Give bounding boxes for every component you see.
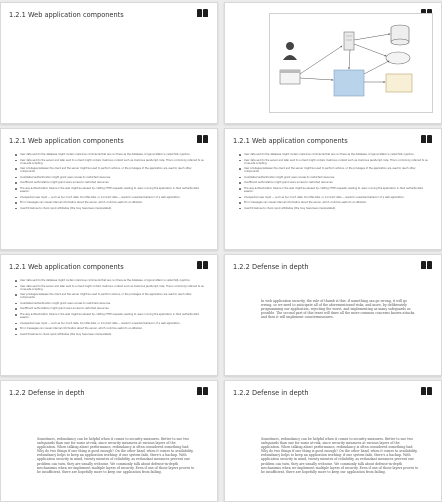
body-paragraph: In web application security, the rule of thumb is this: if something can go wrong, it will go wrong, so we need to anticipate all of the aforementioned risks, and more, by deliberately programming our application, rejecting the worst, and implementing as many safeguards as possible. The second part of this tenet will draw all the more common concerns known attacks, and then it will implement countermeasures. [261,299,416,320]
list-item: User data sent to the database might contain malicious commands that are run there as the database. A typical attack is called SQL injection. [15,279,207,282]
list-item: Insufficient authorization might grant users access to restricted resources. [15,307,207,310]
list-item: Unexpected user input — such as too much data, too little data, or incorrect data — leads to unwanted behavior of a web application. [15,196,207,199]
list-item: Error messages can reveal internal information about the server, which could be useful to an attacker. [15,327,207,330]
book-logo-icon [421,261,433,269]
slide-header [9,261,209,273]
slide-1[interactable] [0,2,218,124]
list-item: The way authentication tokens in the web might be abused by crafting HTTP requests, leading to users running the application in their authenticated session. [15,187,207,193]
section-title: Web application components [252,137,348,145]
section-title: Web application components [28,263,124,271]
list-item: Insert timelines to check quick attributes (this may have been manipulated). [15,207,207,210]
section-number: 1.2.2 [233,389,250,397]
list-item: Unexpected user input — such as too much data, too little data, or incorrect data — leads to unwanted behavior of a web application. [15,322,207,325]
book-logo-icon [197,387,209,395]
bullet-list [15,279,207,371]
section-number: 1.2.1 [9,263,26,271]
list-item: Error messages can reveal internal information about the server, which could be useful to an attacker. [15,201,207,204]
slide-2[interactable] [224,2,442,124]
section-number: 1.2.2 [9,389,26,397]
list-item: Insert timelines to check quick attributes (this may have been manipulated). [15,333,207,336]
database-icon [391,25,409,45]
slide-header [233,261,433,273]
book-logo-icon [197,9,209,17]
slide-7[interactable] [0,380,218,502]
book-logo-icon [197,135,209,143]
section-title: Defense in depth [252,263,309,271]
list-item: User privileges between the client and the server might be used to perform actions, or the privileges of the application are used to reach other components. [15,167,207,173]
slide-header [9,135,209,147]
list-item: Invalidated authentication might grant users access to restricted resources. [239,176,431,179]
list-item: Insert timelines to check quick attributes (this may have been manipulated). [239,207,431,210]
cloud-icon [386,52,410,64]
section-title: Defense in depth [252,389,309,397]
body-paragraph: Sometimes, redundancy can be helpful when it comes to security measures. Better to use two safeguards than one for some at-risk, since security measures at various layers of the application. When talking about performance, redundancy is often considered something bad. Why do two things if one thing is good enough? On the other hand, when it comes to availability, redundancy helps to keep an application working: if one system fails, there's a backup. With application security in mind, twenty minutes of reliability, as redundant measures prevent one problem can turn, they are usually welcome. We commonly talk about defense-in-depth mechanisms when we implement multiple layers of security. Even if one of those layers proves to be insufficient, there are hopefully more to keep our application from failing. [261,437,419,474]
list-item: Invalidated authentication might grant users access to restricted resources. [15,302,207,305]
list-item: Insufficient authorization might grant users access to restricted resources. [239,181,431,184]
server-icon [344,32,354,50]
list-item: The way authentication tokens in the web might be abused by crafting HTTP requests, leading to users running the application in their authenticated session. [15,313,207,319]
section-number: 1.2.1 [233,137,250,145]
slide-6[interactable] [224,254,442,376]
list-item: Error messages can reveal internal information about the server, which could be useful to an attacker. [239,201,431,204]
slide-5[interactable] [0,254,218,376]
list-item: The way authentication tokens in the web might be abused by crafting HTTP requests, leading to users running the application in their authenticated session. [239,187,431,193]
architecture-diagram [269,13,433,113]
section-title: Defense in depth [28,389,85,397]
bullet-list [239,153,431,245]
list-item: User data sent to the server and later sent to a client might contain malicious content such as malicious JavaScript code. This is commonly referred to as cross-site scripting. [15,159,207,165]
book-logo-icon [421,387,433,395]
app-box [334,70,364,96]
browser-icon [280,70,300,84]
list-item: User data sent to the database might contain malicious commands that are run there as the database. A typical attack is called SQL injection. [15,153,207,156]
slide-header [233,135,433,147]
section-title: Web application components [28,11,124,19]
body-paragraph: Sometimes, redundancy can be helpful when it comes to security measures. Better to use two safeguards than one for some at-risk, since security measures at various layers of the application. When talking about performance, redundancy is often considered something bad. Why do two things if one thing is good enough? On the other hand, when it comes to availability, redundancy helps to keep an application working: if one system fails, there's a backup. With application security in mind, twenty minutes of reliability, as redundant measures prevent one problem can turn, they are usually welcome. We commonly talk about defense-in-depth mechanisms when we implement multiple layers of security. Even if one of those layers proves to be insufficient, there are hopefully more to keep our application from failing. [37,437,195,474]
bullet-list [15,153,207,245]
list-item: User data sent to the server and later sent to a client might contain malicious content such as malicious JavaScript code. This is commonly referred to as cross-site scripting. [15,285,207,291]
section-title: Web application components [28,137,124,145]
list-item: Insufficient authorization might grant users access to restricted resources. [15,181,207,184]
list-item: User data sent to the database might contain malicious commands that are run there as the database. A typical attack is called SQL injection. [239,153,431,156]
section-number: 1.2.1 [9,11,26,19]
list-item: User privileges between the client and the server might be used to perform actions, or the privileges of the application are used to reach other components. [239,167,431,173]
slide-4[interactable] [224,128,442,250]
slide-header [9,387,209,399]
slide-8[interactable] [224,380,442,502]
list-item: Invalidated authentication might grant users access to restricted resources. [15,176,207,179]
third-party-box [386,74,412,92]
list-item: User data sent to the server and later sent to a client might contain malicious content such as malicious JavaScript code. This is commonly referred to as cross-site scripting. [239,159,431,165]
diagram-drawing [270,14,434,114]
slide-header [9,9,209,21]
list-item: User privileges between the client and the server might be used to perform actions, or the privileges of the application are used to reach other components. [15,293,207,299]
list-item: Unexpected user input — such as too much data, too little data, or incorrect data — leads to unwanted behavior of a web application. [239,196,431,199]
slide-header [233,387,433,399]
section-number: 1.2.1 [9,137,26,145]
book-logo-icon [197,261,209,269]
user-icon [283,42,297,60]
slide-3[interactable] [0,128,218,250]
section-number: 1.2.2 [233,263,250,271]
book-logo-icon [421,135,433,143]
